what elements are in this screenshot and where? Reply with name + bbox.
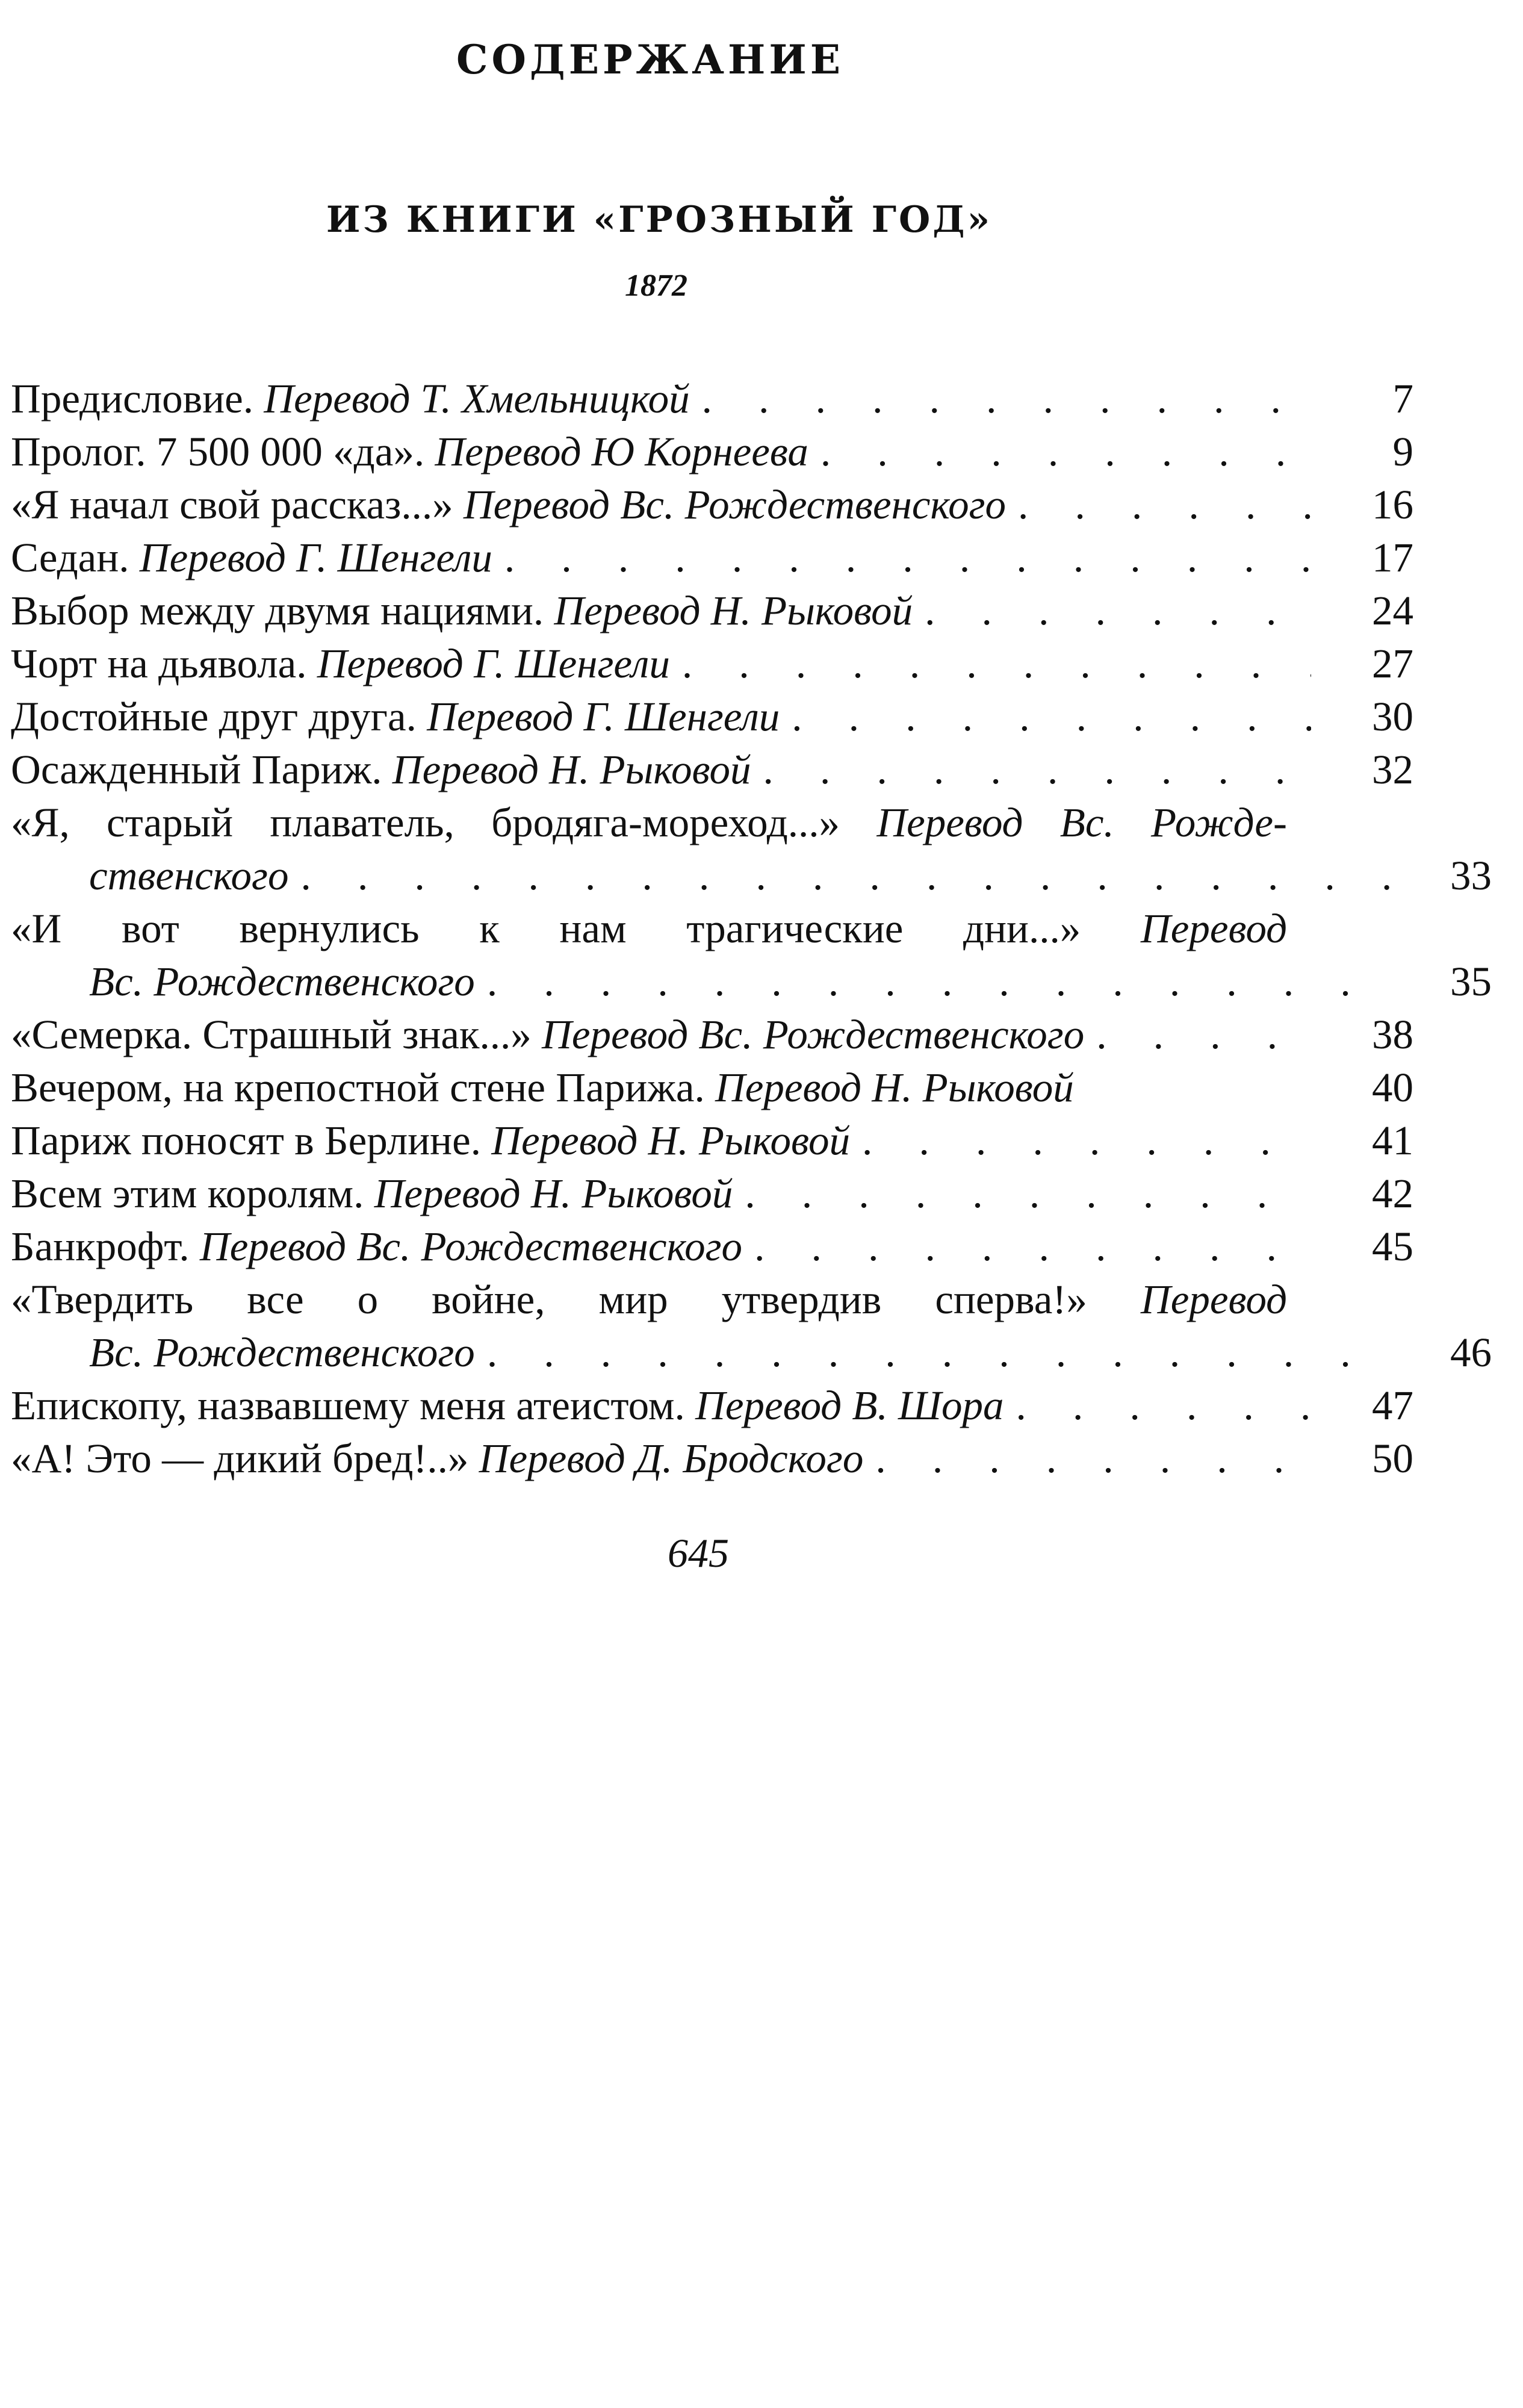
toc-entry [11,372,1413,425]
entry-translator: Перевод Г. Шенгели [427,694,780,739]
entry-title: Достойные друг друга. [11,694,417,739]
entry-title: «Семерка. Страшный знак...» [11,1012,532,1057]
entry-title: Выбор между двумя нациями. [11,588,544,633]
toc-entry [11,1008,1413,1061]
entry-title: «Я, старый плаватель, бродяга-мореход...» [11,800,840,845]
entry-title: Чорт на дьявола. [11,641,307,686]
entry-translator: Перевод Н. Рыковой [491,1118,850,1163]
entry-page: 50 [1372,1436,1413,1481]
entry-translator: Перевод Т. Хмельницкой [264,376,690,422]
toc-entry [11,902,1492,1008]
entry-page: 38 [1372,1012,1413,1057]
toc-entry [11,425,1413,478]
toc-entry [11,1061,1413,1114]
entry-title: Епископу, назвавшему меня атеистом. [11,1383,685,1428]
toc-entry [11,1114,1413,1167]
entry-title: Всем этим королям. [11,1171,364,1216]
entry-page: 40 [1372,1065,1413,1110]
toc-entry [11,1167,1413,1220]
page-number: 645 [668,1530,729,1576]
entry-translator: Перевод Г. Шенгели [139,535,492,580]
entry-translator: Перевод Н. Рыковой [392,747,751,792]
entry-page: 30 [1372,694,1413,739]
toc-entry [11,690,1413,743]
entry-page: 35 [1450,959,1492,1004]
entry-page: 24 [1372,588,1413,633]
table-of-contents [11,372,1492,1485]
toc-entry [11,1432,1413,1485]
entry-title: Осажденный Париж. [11,747,382,792]
entry-translator: Перевод [1140,906,1288,951]
entry-translator-continued: Вс. Рождественского [89,959,475,1004]
page-title: СОДЕРЖАНИЕ [456,36,844,83]
entry-translator: Перевод Вс. Рождественского [463,482,1007,527]
entry-title: «А! Это — дикий бред!..» [11,1436,469,1481]
entry-translator-continued: Вс. Рождественского [89,1330,475,1375]
entry-title: Пролог. 7 500 000 «да». [11,429,425,474]
entry-title: «Я начал свой рассказ...» [11,482,453,527]
toc-entry [11,531,1413,584]
entry-translator: Перевод [1140,1277,1287,1322]
entry-translator: Перевод Вс. Рождественского [542,1012,1085,1057]
entry-page: 46 [1450,1330,1492,1375]
entry-title: Вечером, на крепостной стене Парижа. [11,1065,705,1110]
entry-page: 32 [1372,747,1413,792]
entry-translator: Перевод В. Шора [695,1383,1004,1428]
entry-page: 33 [1450,853,1492,898]
toc-entry [11,637,1413,690]
entry-translator-continued: ственского [89,853,289,898]
entry-page: 47 [1372,1383,1413,1428]
entry-title: Предисловие. [11,376,254,422]
entry-translator: Перевод Ю Корнеева [435,429,808,474]
section-title: ИЗ КНИГИ «ГРОЗНЫЙ ГОД» [326,199,993,241]
toc-entry [11,584,1413,637]
entry-page: 7 [1392,376,1413,422]
entry-page: 45 [1372,1224,1413,1269]
toc-entry [11,1379,1413,1432]
entry-title: «И вот вернулись к нам трагические дни...» [11,906,1081,951]
entry-translator: Перевод Вс. Рождественского [199,1224,743,1269]
toc-entry [11,796,1492,902]
entry-translator: Перевод Н. Рыковой [374,1171,733,1216]
entry-title: «Твердить все о войне, мир утвердив сперва!» [11,1277,1087,1322]
entry-title: Банкрофт. [11,1224,190,1269]
entry-page: 9 [1392,429,1413,474]
entry-page: 16 [1372,482,1413,527]
section-year: 1872 [625,269,687,303]
entry-title: Седан. [11,535,129,580]
toc-entry [11,1220,1413,1273]
entry-title: Париж поносят в Берлине. [11,1118,481,1163]
entry-page: 42 [1372,1171,1413,1216]
entry-page: 17 [1372,535,1413,580]
entry-translator: Перевод Н. Рыковой [554,588,913,633]
toc-entry [11,1273,1492,1379]
entry-translator: Перевод Д. Бродского [479,1436,864,1481]
entry-translator: Перевод Г. Шенгели [317,641,670,686]
entry-page: 27 [1372,641,1413,686]
entry-translator: Перевод Н. Рыковой [715,1065,1074,1110]
toc-entry [11,478,1413,531]
entry-page: 41 [1372,1118,1413,1163]
toc-entry [11,743,1413,796]
entry-translator: Перевод Вс. Рожде- [876,800,1288,845]
